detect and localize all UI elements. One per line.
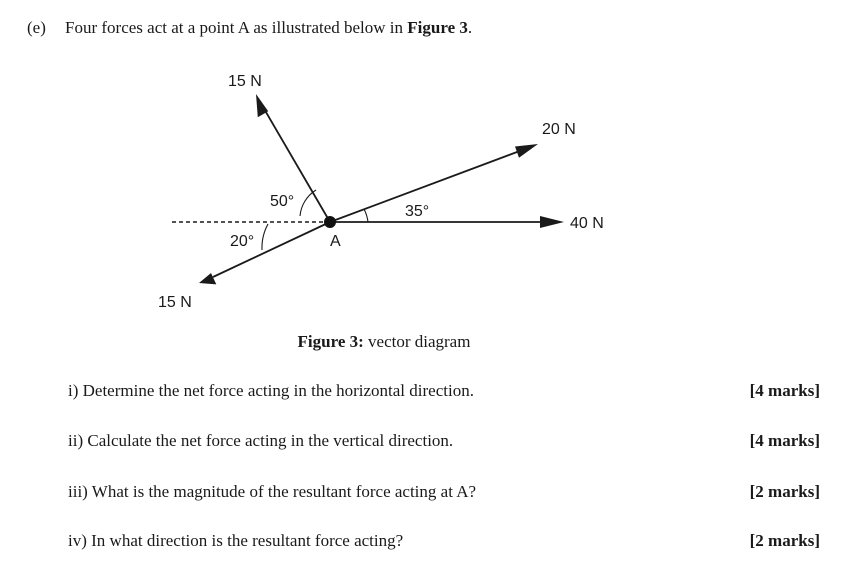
point-a-label: A [330, 233, 341, 250]
marks-label: [4 marks] [749, 431, 820, 450]
question-text: Four forces act at a point A as illustrated below in [65, 18, 408, 37]
caption-text: vector diagram [363, 332, 471, 351]
arrowhead-20n [515, 144, 538, 158]
force-label-15n-upper: 15 N [228, 73, 262, 90]
marks-label: [4 marks] [749, 381, 820, 400]
sub-question-number: iii) [68, 482, 88, 501]
sub-question-text: In what direction is the resultant force acting? [91, 531, 404, 550]
angle-arc-35 [364, 209, 368, 222]
marks-label: [2 marks] [749, 482, 820, 501]
angle-label-20: 20° [230, 233, 255, 250]
sub-question-number: iv) [68, 531, 87, 550]
sub-question-text: Determine the net force acting in the horizontal direction. [82, 381, 474, 400]
sub-question-text: What is the magnitude of the resultant force acting at A? [91, 482, 477, 501]
arrowhead-15n-lower [199, 273, 216, 284]
figure-reference: Figure 3 [407, 18, 468, 37]
force-label-15n-lower: 15 N [158, 294, 192, 311]
angle-label-50: 50° [270, 193, 295, 210]
sub-question-number: ii) [68, 431, 84, 450]
caption-bold: Figure 3: [297, 332, 364, 351]
force-label-20n: 20 N [542, 121, 576, 138]
question-label: (e) [27, 18, 46, 37]
question-text-end: . [467, 18, 473, 37]
sub-question-text: Calculate the net force acting in the vertical direction. [87, 431, 454, 450]
point-a-dot [324, 216, 336, 228]
sub-question-number: i) [68, 381, 79, 400]
angle-label-35: 35° [405, 203, 430, 220]
force-label-40n: 40 N [570, 215, 604, 232]
arrowhead-40n [540, 216, 564, 228]
marks-label: [2 marks] [749, 531, 820, 550]
figure-caption [0, 332, 768, 352]
angle-arc-20 [262, 224, 268, 250]
